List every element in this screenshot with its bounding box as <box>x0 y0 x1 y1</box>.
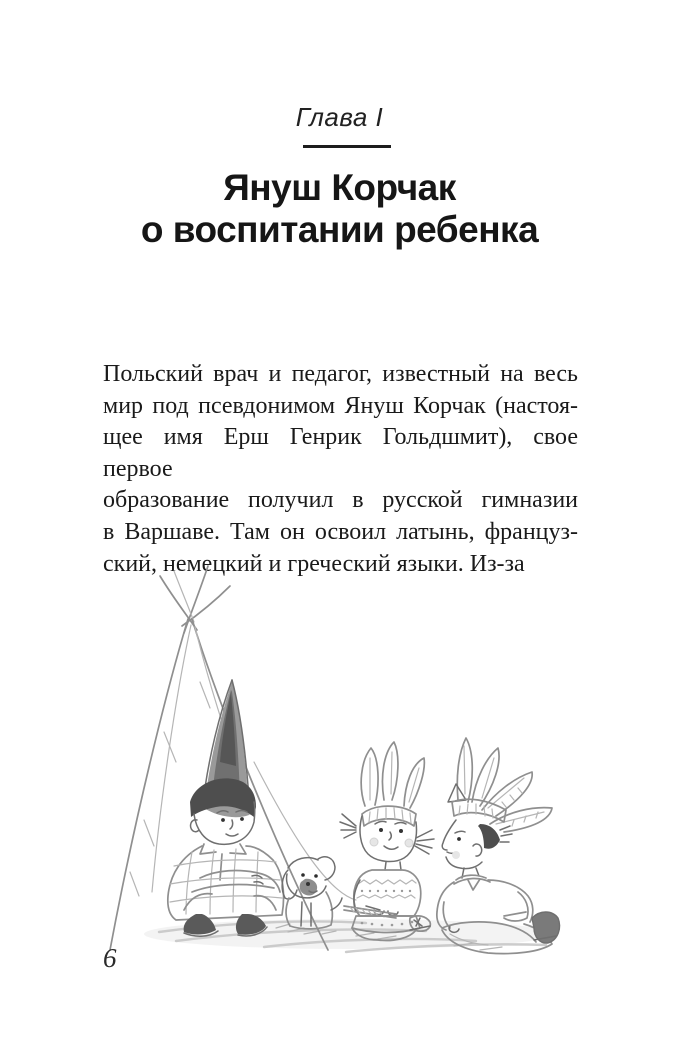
page-number: 6 <box>103 943 117 973</box>
illustration-children-teepee <box>104 562 574 957</box>
page-title <box>0 167 679 251</box>
chapter-underline <box>303 145 391 148</box>
paragraph-line: Польский врач и педагог, известный на весь <box>103 361 578 387</box>
page-title-line2: о воспитании ребенка <box>140 209 539 250</box>
paragraph-line: щее имя Ерш Генрик Гольдшмит), свое первое <box>103 424 578 482</box>
paragraph-line: ский, немецкий и греческий языки. Из-за <box>103 550 525 577</box>
paragraph-line: образование получил в русской гимназии <box>103 487 578 514</box>
chapter-heading: Глава I <box>295 102 384 132</box>
paragraph-line: в Варшаве. Там он освоил латынь, француз- <box>103 518 578 545</box>
boy-left <box>168 778 284 936</box>
girl <box>340 742 434 941</box>
page-title-line1: Януш Корчак <box>223 167 456 208</box>
body-paragraph <box>103 359 578 580</box>
paragraph-line: мир под псевдонимом Януш Корчак (настоя- <box>103 392 578 419</box>
